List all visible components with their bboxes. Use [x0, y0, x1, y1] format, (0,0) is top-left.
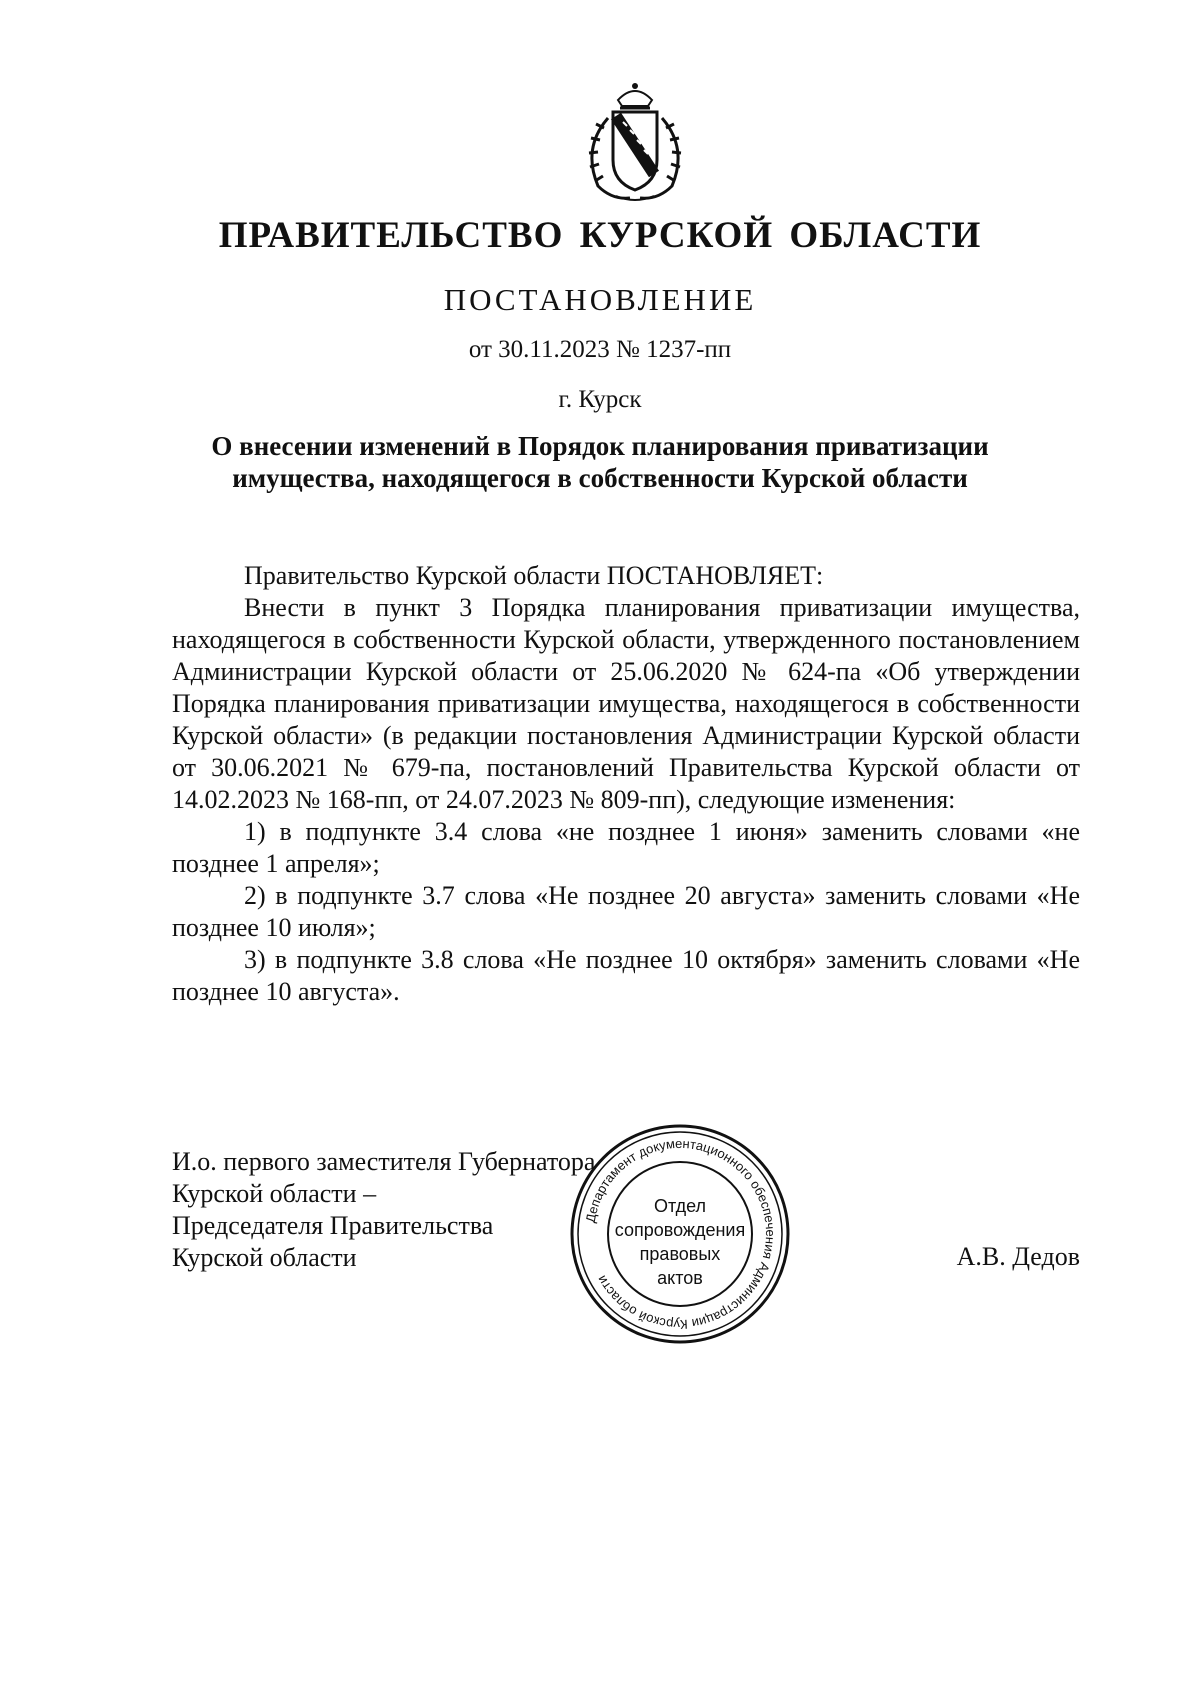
signatory-position-line: Председателя Правительства — [172, 1211, 494, 1240]
body-paragraph: 2) в подпункте 3.7 слова «Не позднее 20 августа» заменить словами «Не позднее 10 июля»; — [172, 881, 1080, 942]
document-subject — [0, 430, 1200, 494]
body-paragraph: 1) в подпункте 3.4 слова «не позднее 1 июня» заменить словами «не позднее 1 апреля»; — [172, 817, 1080, 878]
government-title: ПРАВИТЕЛЬСТВО КУРСКОЙ ОБЛАСТИ — [218, 215, 982, 256]
signatory-position-line: Курской области – — [172, 1179, 377, 1208]
body-paragraph: Внести в пункт 3 Порядка планирования приватизации имущества, находящегося в собственности Курской области, утвержденного постановлением Администрации Курской области от 25.06.2020 № 624-па «Об утверждении Порядка планирования приватизации имущества, находящегося в собственности Курской области» (в редакции постановления Администрации Курской области от 30.06.2021 № 679-па, постановлений Правительства Курской области от 14.02.2023 № 168-пп, от 24.07.2023 № 809-пп), следующие изменения: — [172, 593, 1080, 814]
signatory-position-line: И.о. первого заместителя Губернатора — [172, 1147, 596, 1176]
seal-center-line: сопровождения — [614, 1220, 746, 1240]
subject-line: имущества, находящегося в собственности Курской области — [232, 463, 968, 493]
seal-center-line: правовых — [639, 1244, 721, 1264]
subject-line: О внесении изменений в Порядок планирования приватизации — [211, 431, 989, 461]
seal-center-line: Отдел — [653, 1196, 707, 1216]
seal-center-line: актов — [657, 1268, 703, 1288]
document-city: г. Курск — [558, 386, 642, 413]
kursk-coat-of-arms-icon — [568, 78, 702, 206]
body-paragraph: 3) в подпункте 3.8 слова «Не позднее 10 октября» заменить словами «Не позднее 10 августа». — [172, 945, 1080, 1006]
seal-ring-textpath: Департамент документационного обеспечения Администрации Курской области — [582, 1135, 779, 1333]
body-paragraph: Правительство Курской области ПОСТАНОВЛЯЕТ: — [244, 561, 824, 590]
signatory-position — [172, 1146, 632, 1274]
official-seal-icon — [566, 1120, 794, 1348]
signatory-name: А.В. Дедов — [956, 1242, 1080, 1271]
signatory-position-line: Курской области — [172, 1243, 357, 1272]
document-type: ПОСТАНОВЛЕНИЕ — [443, 282, 757, 317]
document-date-number: от 30.11.2023 № 1237-пп — [468, 336, 732, 363]
document-body — [172, 560, 1080, 1008]
